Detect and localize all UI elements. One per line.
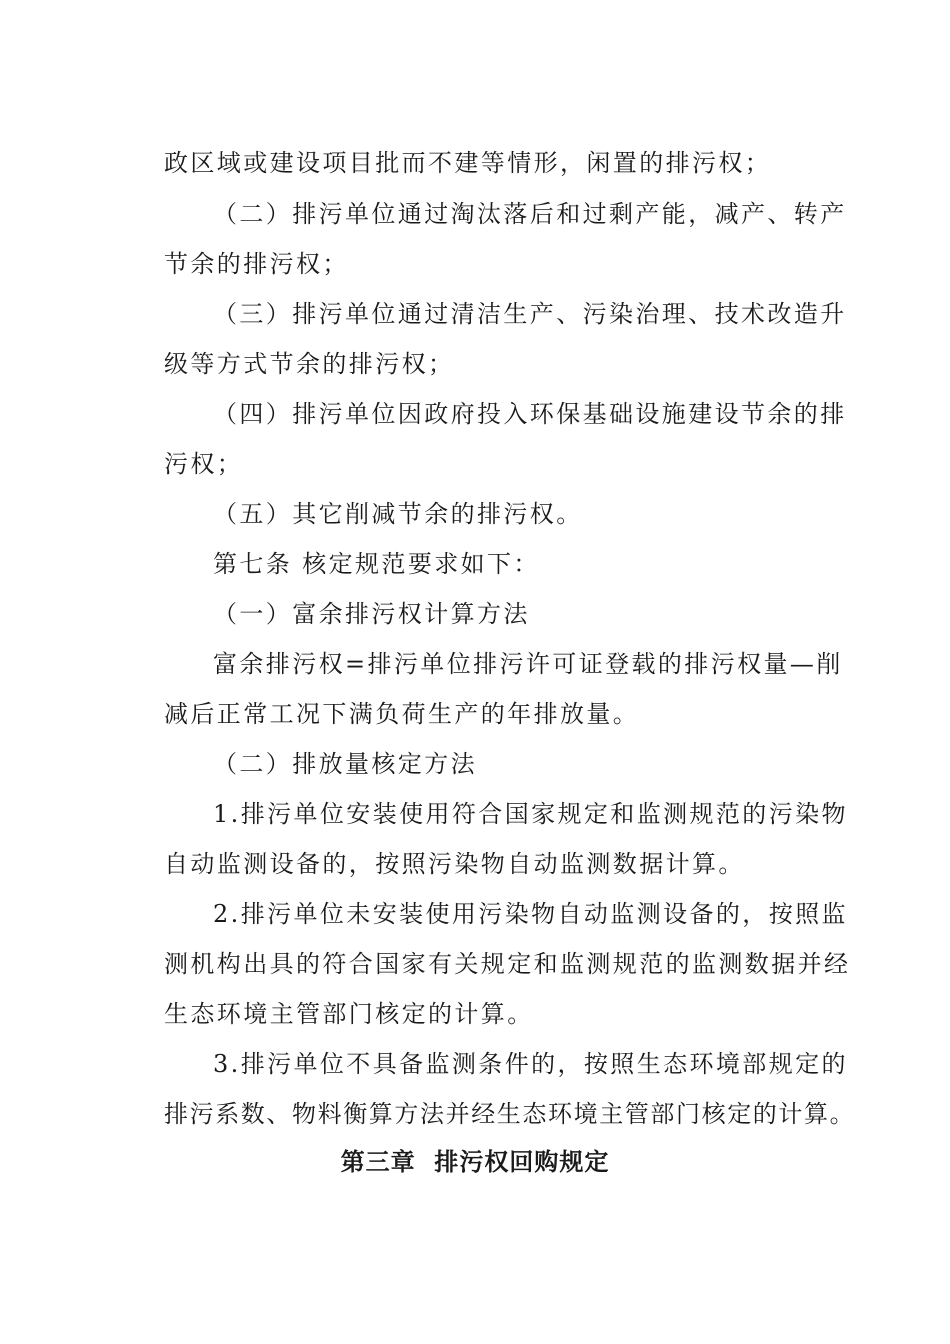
text-line: 3.排污单位不具备监测条件的，按照生态环境部规定的: [213, 1050, 848, 1078]
chapter-heading: 第三章 排污权回购规定: [340, 1148, 610, 1176]
text-line: （一）富余排污权计算方法: [213, 600, 530, 628]
text-line: （二）排污单位通过淘汰落后和过剩产能，减产、转产: [213, 200, 847, 228]
text-line: 富余排污权=排污单位排污许可证登载的排污权量—削: [213, 650, 843, 678]
text-line: （二）排放量核定方法: [213, 750, 477, 778]
text-line: 自动监测设备的，按照污染物自动监测数据计算。: [164, 850, 745, 878]
text-line: 测机构出具的符合国家有关规定和监测规范的监测数据并经: [164, 950, 851, 978]
text-line: 政区域或建设项目批而不建等情形，闲置的排污权；: [164, 149, 772, 177]
text-line: 1.排污单位安装使用符合国家规定和监测规范的污染物: [213, 800, 848, 828]
text-line: （四）排污单位因政府投入环保基础设施建设节余的排: [213, 400, 847, 428]
text-line: （三）排污单位通过清洁生产、污染治理、技术改造升: [213, 300, 847, 328]
text-line: 排污系数、物料衡算方法并经生态环境主管部门核定的计算。: [164, 1100, 856, 1128]
text-line: 生态环境主管部门核定的计算。: [164, 1000, 534, 1028]
text-line: 减后正常工况下满负荷生产的年排放量。: [164, 700, 640, 728]
article-heading: 第七条 核定规范要求如下：: [213, 550, 540, 578]
text-line: 污权；: [164, 450, 244, 478]
text-line: 2.排污单位未安装使用污染物自动监测设备的，按照监: [213, 900, 848, 928]
text-line: 节余的排污权；: [164, 250, 349, 278]
text-line: 级等方式节余的排污权；: [164, 350, 455, 378]
text-line: （五）其它削减节余的排污权。: [213, 500, 583, 528]
